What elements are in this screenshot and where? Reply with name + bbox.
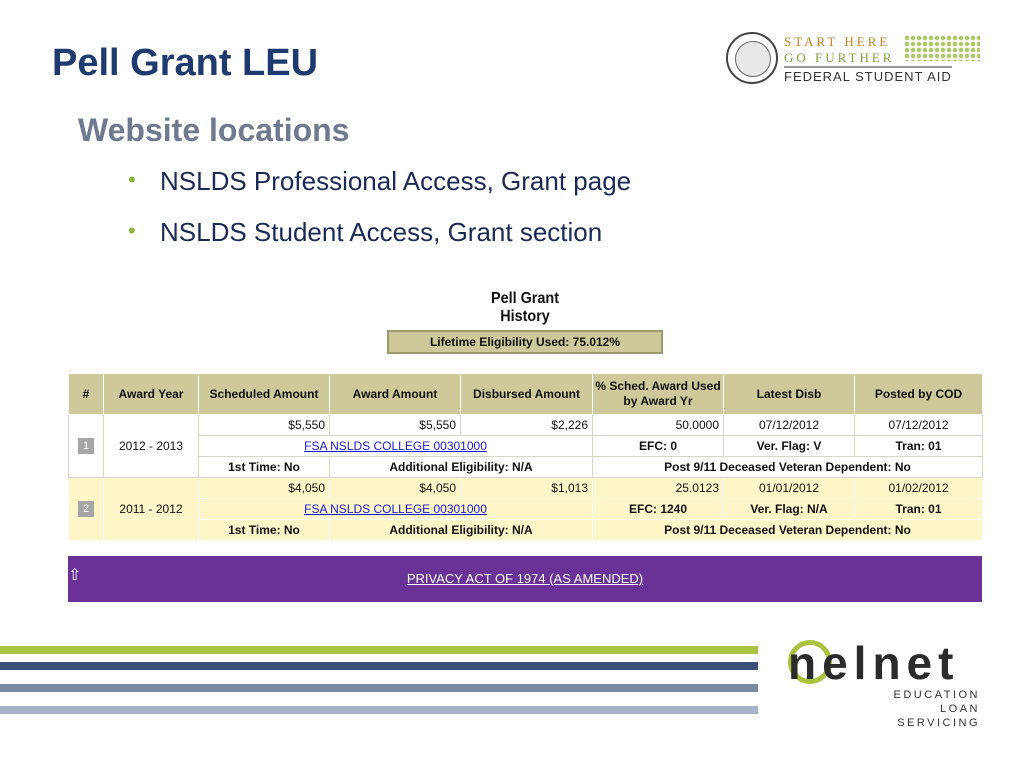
award-amount-cell: $5,550 <box>330 415 461 436</box>
award-amount-cell: $4,050 <box>330 478 461 499</box>
row-number-badge[interactable]: 2 <box>78 501 94 517</box>
privacy-bar <box>68 556 982 602</box>
table-row <box>69 457 983 478</box>
col-header-latest-disb: Latest Disb <box>724 374 855 415</box>
scheduled-amount-cell: $5,550 <box>199 415 330 436</box>
veteran-dependent-cell: Post 9/11 Deceased Veteran Dependent: No <box>593 520 983 541</box>
table-row <box>69 478 983 499</box>
col-header-pct-sched: % Sched. Award Used by Award Yr <box>593 374 724 415</box>
nelnet-tagline-line2: SERVICING <box>897 717 980 729</box>
decorative-stripe <box>0 646 758 654</box>
dot-pattern-icon <box>904 35 980 61</box>
tran-cell: Tran: 01 <box>855 499 983 520</box>
fsa-logo <box>726 32 986 86</box>
bullet-item: • NSLDS Professional Access, Grant page <box>128 166 631 217</box>
decorative-stripe <box>0 706 758 714</box>
pell-history-table <box>68 373 983 541</box>
table-row <box>69 436 983 457</box>
pell-history-title: Pell Grant History <box>490 290 560 325</box>
col-header-award-year: Award Year <box>104 374 199 415</box>
efc-cell: EFC: 1240 <box>593 499 724 520</box>
additional-eligibility-cell: Additional Eligibility: N/A <box>330 457 593 478</box>
row-number-badge[interactable]: 1 <box>78 438 94 454</box>
nelnet-wordmark: nelnet <box>788 637 960 689</box>
efc-cell: EFC: 0 <box>593 436 724 457</box>
privacy-act-link[interactable]: PRIVACY ACT OF 1974 (AS AMENDED) <box>406 571 644 586</box>
scheduled-amount-cell: $4,050 <box>199 478 330 499</box>
award-year-cell: 2011 - 2012 <box>104 478 199 541</box>
decorative-stripe <box>0 684 758 692</box>
posted-by-cod-cell: 01/02/2012 <box>855 478 983 499</box>
tran-cell: Tran: 01 <box>855 436 983 457</box>
table-row <box>69 499 983 520</box>
col-header-number: # <box>69 374 104 415</box>
table-row <box>69 520 983 541</box>
first-time-cell: 1st Time: No <box>199 520 330 541</box>
col-header-disbursed: Disbursed Amount <box>461 374 593 415</box>
lifetime-eligibility: Lifetime Eligibility Used: 75.012% <box>387 330 663 354</box>
disbursed-amount-cell: $1,013 <box>461 478 593 499</box>
arrow-up-icon[interactable]: ⇧ <box>68 567 82 584</box>
additional-eligibility-cell: Additional Eligibility: N/A <box>330 520 593 541</box>
slide-subtitle: Website locations <box>78 112 350 148</box>
nelnet-tagline-line1: EDUCATION LOAN <box>893 689 980 715</box>
slide-title: Pell Grant LEU <box>52 42 319 84</box>
bullet-list <box>128 166 631 268</box>
nelnet-logo <box>788 636 988 729</box>
first-time-cell: 1st Time: No <box>199 457 330 478</box>
bullet-item: • NSLDS Student Access, Grant section <box>128 217 631 268</box>
ver-flag-cell: Ver. Flag: V <box>724 436 855 457</box>
disbursed-amount-cell: $2,226 <box>461 415 593 436</box>
ver-flag-cell: Ver. Flag: N/A <box>724 499 855 520</box>
award-year-cell: 2012 - 2013 <box>104 415 199 478</box>
latest-disb-cell: 07/12/2012 <box>724 415 855 436</box>
table-header-row <box>69 374 983 415</box>
latest-disb-cell: 01/01/2012 <box>724 478 855 499</box>
fsa-line-go-further: GO FURTHER <box>784 50 895 65</box>
nelnet-tagline <box>876 688 980 730</box>
decorative-stripe <box>0 662 758 670</box>
school-link[interactable]: FSA NSLDS COLLEGE 00301000 <box>304 439 487 453</box>
col-header-award: Award Amount <box>330 374 461 415</box>
table-row <box>69 415 983 436</box>
posted-by-cod-cell: 07/12/2012 <box>855 415 983 436</box>
pct-sched-cell: 50.0000 <box>593 415 724 436</box>
school-link[interactable]: FSA NSLDS COLLEGE 00301000 <box>304 502 487 516</box>
col-header-scheduled: Scheduled Amount <box>199 374 330 415</box>
col-header-posted-by-cod: Posted by COD <box>855 374 983 415</box>
veteran-dependent-cell: Post 9/11 Deceased Veteran Dependent: No <box>593 457 983 478</box>
pct-sched-cell: 25.0123 <box>593 478 724 499</box>
fsa-line-federal-student-aid: FEDERAL STUDENT AID <box>784 66 952 86</box>
fsa-line-start-here: START HERE <box>784 34 891 49</box>
department-seal-icon <box>726 32 778 84</box>
